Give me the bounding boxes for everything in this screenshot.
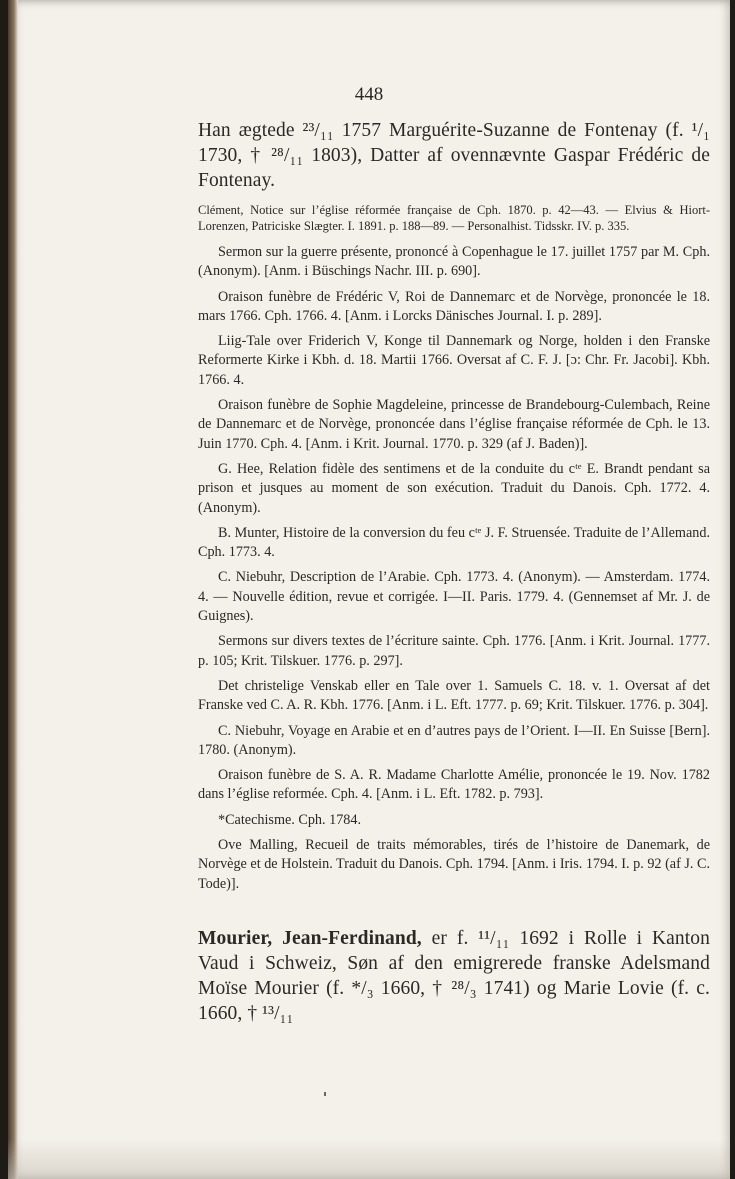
page-bottom-shadow [8, 1139, 730, 1179]
work-entry: *Catechisme. Cph. 1784. [218, 811, 362, 828]
biography-text: er f. ¹¹/₁₁ 1692 i Rolle i Kanton Vaud i Schweiz, Søn af den emigrerede franske Adelsmand Moïse Mourier (f. */₃ 1660, † ²⁸/₃ 1741) og Marie Lovie (f. c. 1660, † ¹³/₁₁ [198, 927, 710, 1024]
work-entry: Ove Malling, Recueil de traits mémorables, tirés de l’histoire de Danemark, de Norvège et de Holstein. Traduit du Danois. Cph. 1794. [Anm. i Iris. 1794. I. p. 92 (af J. C. Tode)]. [198, 837, 710, 892]
sources-paragraph: Clément, Notice sur l’église réformée française de Cph. 1870. p. 42—43. — Elvius & Hiort-Lorenzen, Patriciske Slægter. I. 1891. p. 188—89. — Personalhist. Tidsskr. IV. p. 335. [198, 203, 710, 233]
work-entry: B. Munter, Histoire de la conversion du feu cᵗᵉ J. F. Struensée. Traduite de l’Allemand. Cph. 1773. 4. [198, 524, 710, 561]
paper-speck [324, 1092, 326, 1096]
work-entry: C. Niebuhr, Description de l’Arabie. Cph. 1773. 4. (Anonym). — Amsterdam. 1774. 4. — Nouvelle édition, revue et corrigée. I—II. Paris. 1779. 4. (Gennemset af Mr. J. de Guignes). [198, 569, 710, 625]
page-binding-edge [8, 0, 18, 1179]
work-entry: Liig-Tale over Friderich V, Konge til Dannemark og Norge, holden i den Franske Reformerte Kirke i Kbh. d. 18. Martii 1766. Oversat af C. F. J. [ɔ: Chr. Fr. Jacobi]. Kbh. 1766. 4. [198, 333, 710, 388]
biography-name: Mourier, Jean-Ferdinand, [198, 927, 422, 949]
intro-paragraph: Han ægtede ²³/₁₁ 1757 Marguérite-Suzanne de Fontenay (f. ¹/₁ 1730, † ²⁸/₁₁ 1803), Datter af ovennævnte Gaspar Frédéric de Fontenay. [198, 120, 710, 191]
work-entry: Sermon sur la guerre présente, prononcé à Copenhague le 17. juillet 1757 par M. Cph. (Anonym). [Anm. i Büschings Nachr. III. p. 690]. [198, 244, 710, 280]
book-page [8, 0, 730, 1179]
work-entry: G. Hee, Relation fidèle des sentimens et de la conduite du cᵗᵉ E. Brandt pendant sa prison et jusques au moment de son exécution. Traduit du Danois. Cph. 1772. 4. (Anonym). [198, 460, 710, 516]
page-body [198, 118, 710, 1036]
work-entry: Sermons sur divers textes de l’écriture sainte. Cph. 1776. [Anm. i Krit. Journal. 1777. p. 105; Krit. Tilskuer. 1776. p. 297]. [198, 633, 710, 669]
work-entry: C. Niebuhr, Voyage en Arabie et en d’autres pays de l’Orient. I—II. En Suisse [Bern]. 1780. (Anonym). [198, 722, 710, 758]
work-entry: Oraison funèbre de Frédéric V, Roi de Dannemarc et de Norvège, prononcée le 18. mars 1766. Cph. 1766. 4. [Anm. i Lorcks Dänisches Journal. I. p. 289]. [198, 288, 710, 324]
work-entry: Det christelige Venskab eller en Tale over 1. Samuels C. 18. v. 1. Oversat af det Franske ved C. A. R. Kbh. 1776. [Anm. i L. Eft. 1777. p. 69; Krit. Tilskuer. 1776. p. 304]. [198, 677, 710, 714]
work-entry: Oraison funèbre de Sophie Magdeleine, princesse de Brandebourg-Culembach, Reine de Dannemarc et de Norvège, prononcée dans l’église française réformée de Cph. le 13. Juin 1770. Cph. 4. [Anm. i Krit. Journal. 1770. p. 329 (af J. Baden)]. [198, 397, 710, 452]
work-entry: Oraison funèbre de S. A. R. Madame Charlotte Amélie, prononcée le 19. Nov. 1782 dans l’église reformée. Cph. 4. [Anm. i L. Eft. 1782. p. 793]. [198, 767, 710, 803]
page-number: 448 [354, 84, 384, 105]
works-list [198, 243, 710, 894]
biography-paragraph [198, 926, 710, 1026]
